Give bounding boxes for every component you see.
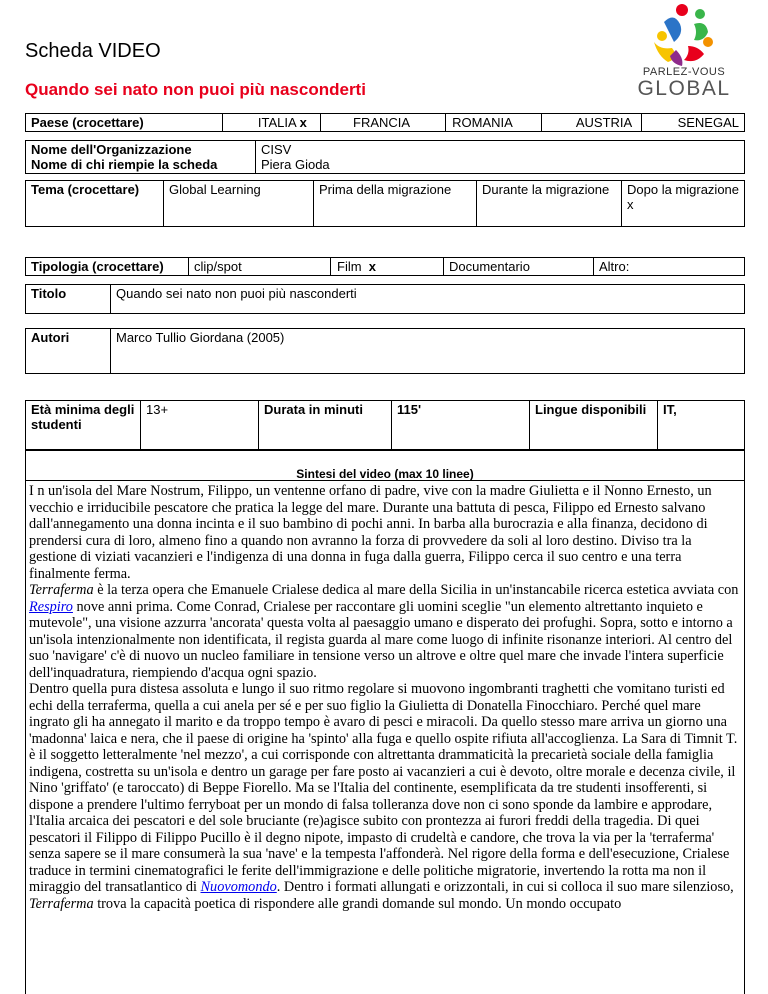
page-title: Scheda VIDEO — [25, 40, 161, 62]
summary-box — [25, 480, 745, 994]
info-table — [25, 400, 745, 450]
paese-romania: ROMANIA — [446, 114, 542, 132]
autori-value: Marco Tullio Giordana (2005) — [111, 329, 745, 374]
org-values — [256, 141, 745, 174]
org-table — [25, 140, 745, 174]
paese-label: Paese (crocettare) — [26, 114, 223, 132]
logo-text-global: GLOBAL — [637, 77, 731, 100]
titolo-table — [25, 284, 745, 314]
summary-paragraph-2: Terraferma è la terza opera che Emanuele Crialese dedica al mare della Sicilia in un'instancabile ricerca estetica avviata con Respiro nove anni prima. Come Conrad, Crialese per raccontare gli uomini sceglie "un elemento altrettanto inquieto e mutevole", una visione azzurra 'ancorata' questa volta al paesaggio umano e disperato dei profughi. Sopra, sotto e intorno a un'isola intenzionalmente non identificata, il regista guarda al mare come luogo di infinite risonanze interiori. Al centro del suo 'navigare' c'è di nuovo un nucleo familiare in tensione verso un altrove e oltre quel mare che invade l'intera superficie dell'inquadratura, riempiendo d'acqua ogni spazio. — [29, 582, 739, 681]
org-value: CISV — [261, 142, 292, 157]
filler-name-value: Piera Gioda — [261, 157, 330, 172]
summary-paragraph-1: I n un'isola del Mare Nostrum, Filippo, un ventenne orfano di padre, vive con la madre Giulietta e il Nonno Ernesto, un vecchio e irriducibile pescatore che pratica la legge del mare. Durante una battuta di pesca, Filippo ed Ernesto salvano dall'annegamento una donna incinta e il suo bambino di pochi anni. In barba alla burocrazia e alla finanza, decidono di prendersi cura di loro, almeno fino a quando non avranno la forza di provvedere da soli al loro destino. Diviso tra la gestione di viziati vacanzieri e l'indigenza di una donna in fuga dalla guerra, Filippo cerca il suo centro e una terra finalmente ferma. — [29, 483, 712, 582]
paese-austria: AUSTRIA — [541, 114, 641, 132]
respiro-link[interactable]: Respiro — [29, 598, 73, 615]
tema-global-learning: Global Learning — [164, 181, 314, 227]
summary-text — [26, 481, 744, 912]
titolo-label: Titolo — [26, 285, 111, 314]
durata-label: Durata in minuti — [259, 401, 392, 450]
lingue-label: Lingue disponibili — [530, 401, 658, 450]
tema-label: Tema (crocettare) — [26, 181, 164, 227]
tipologia-altro: Altro: — [594, 258, 745, 276]
tipologia-film: Film x — [331, 258, 444, 276]
tipologia-documentario: Documentario — [444, 258, 594, 276]
lingue-value: IT, — [658, 401, 745, 450]
paese-francia: FRANCIA — [321, 114, 446, 132]
durata-value: 115' — [392, 401, 530, 450]
summary-header: Sintesi del video (max 10 linee) — [25, 450, 745, 481]
tema-dopo: Dopo la migrazione x — [622, 181, 745, 227]
video-subtitle: Quando sei nato non puoi più nasconderti — [25, 80, 366, 99]
tipologia-clip: clip/spot — [189, 258, 331, 276]
paese-senegal: SENEGAL — [641, 114, 744, 132]
org-label: Nome dell'Organizzazione Nome di chi riempie la scheda — [26, 141, 256, 174]
tipologia-label: Tipologia (crocettare) — [26, 258, 189, 276]
summary-paragraph-3: Dentro quella pura distesa assoluta e lungo il suo ritmo regolare si muovono ingombranti traghetti che vomitano turisti ed echi della terraferma, quella a cui anela per sé e per suo figlio la Giulietta di Donatella Finocchiaro. Perché quel mare ingrato gli ha annegato il marito e da troppo tempo è avaro di pesci e miracoli. Da quello stesso mare arriva un giorno una 'madonna' laica e nera, che il paese di origine ha 'spinto' alla fuga e quello ospite rifiuta all'accoglienza. La Sara di Timnit T. è il soggetto letteralmente 'nel mezzo', a cui corrisponde con altrettanta drammaticità la precarietà sociale della famiglia indigena, costretta su un'isola e dentro un garage per fare posto ai vacanzieri a cui è devoto, oltre morale e decenza civile, il Nino 'griffato' (e taroccato) di Beppe Fiorello. Ma se l'Italia del continente, esemplificata da tre studenti insofferenti, si dispone a prendere l'ultimo ferryboat per un mondo di falsa tolleranza dove non ci sono sponde da lambire e approdare, l'Italia arcaica dei pescatori e del sole bruciante (re)agisce subito con prontezza ai furori freddi della tragedia. Di quei pescatori il Filippo di Filippo Pucillo è il degno nipote, impasto di crudeltà e candore, che trova la via per la 'terraferma' senza sapere se il mare consumerà la sua 'nave' e la tempesta l'affonderà. Nel rigore della forma e dell'esecuzione, Crialese traduce in termini cinematografici le ferite dell'immigrazione e delle politiche migratorie, invertendo la rotta ma non il miraggio del transatlantico di Nuovomondo. Dentro i formati allungati e orizzontali, in cui si colloca il suo mare silenzioso, Terraferma trova la capacità poetica di rispondere alle grandi domande sul mondo. Un mondo occupato — [29, 681, 738, 912]
eta-label: Età minima degli studenti — [26, 401, 141, 450]
paese-table — [25, 113, 745, 132]
titolo-value: Quando sei nato non puoi più nasconderti — [111, 285, 745, 314]
eta-value: 13+ — [141, 401, 259, 450]
tipologia-table — [25, 257, 745, 276]
autori-label: Autori — [26, 329, 111, 374]
tema-table — [25, 180, 745, 227]
nuovomondo-link[interactable]: Nuovomondo — [200, 879, 277, 895]
paese-italia: ITALIA x — [222, 114, 320, 132]
tema-durante: Durante la migrazione — [477, 181, 622, 227]
logo-text-parlez: PARLEZ-VOUS — [642, 66, 726, 78]
autori-table — [25, 328, 745, 374]
tema-prima: Prima della migrazione — [314, 181, 477, 227]
